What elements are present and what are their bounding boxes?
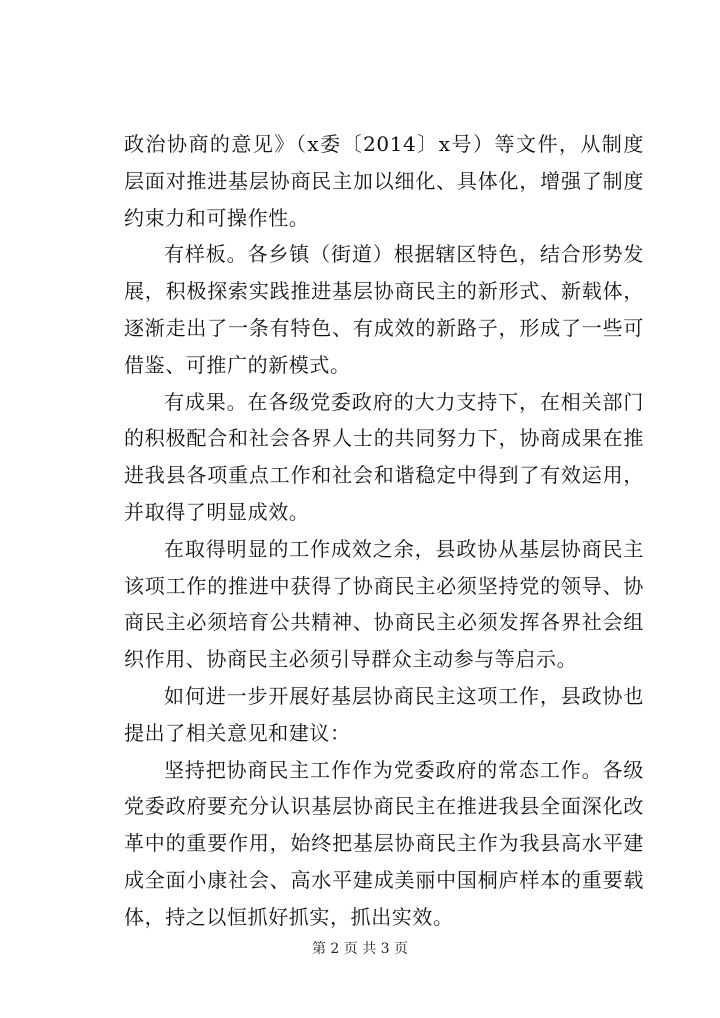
document-body — [124, 126, 644, 936]
paragraph-continuation: 政治协商的意见》（x委〔2014〕x号）等文件，从制度层面对推进基层协商民主加以细化、具体化，增强了制度约束力和可操作性。 — [124, 132, 644, 230]
paragraph-suggestion-1: 坚持把协商民主工作作为党委政府的常态工作。各级党委政府要充分认识基层协商民主在推进我县全面深化改革中的重要作用，始终把基层协商民主作为我县高水平建成全面小康社会、高水平建成美丽中国桐庐样本的重要载体，持之以恒抓好抓实，抓出实效。 — [124, 757, 644, 929]
paragraph-results: 有成果。在各级党委政府的大力支持下，在相关部门的积极配合和社会各界人士的共同努力下，协商成果在推进我县各项重点工作和社会和谐稳定中得到了有效运用，并取得了明显成效。 — [124, 389, 644, 524]
paragraph-insights: 在取得明显的工作成效之余，县政协从基层协商民主该项工作的推进中获得了协商民主必须坚持党的领导、协商民主必须培育公共精神、协商民主必须发挥各界社会组织作用、协商民主必须引导群众主动参与等启示。 — [124, 536, 644, 672]
page-number-footer: 第 2 页 共 3 页 — [311, 941, 409, 957]
paragraph-suggestions-intro: 如何进一步开展好基层协商民主这项工作，县政协也提出了相关意见和建议： — [124, 683, 644, 745]
paragraph-model: 有样板。各乡镇（街道）根据辖区特色，结合形势发展，积极探索实践推进基层协商民主的新形式、新载体，逐渐走出了一条有特色、有成效的新路子，形成了一些可借鉴、可推广的新模式。 — [124, 242, 644, 377]
